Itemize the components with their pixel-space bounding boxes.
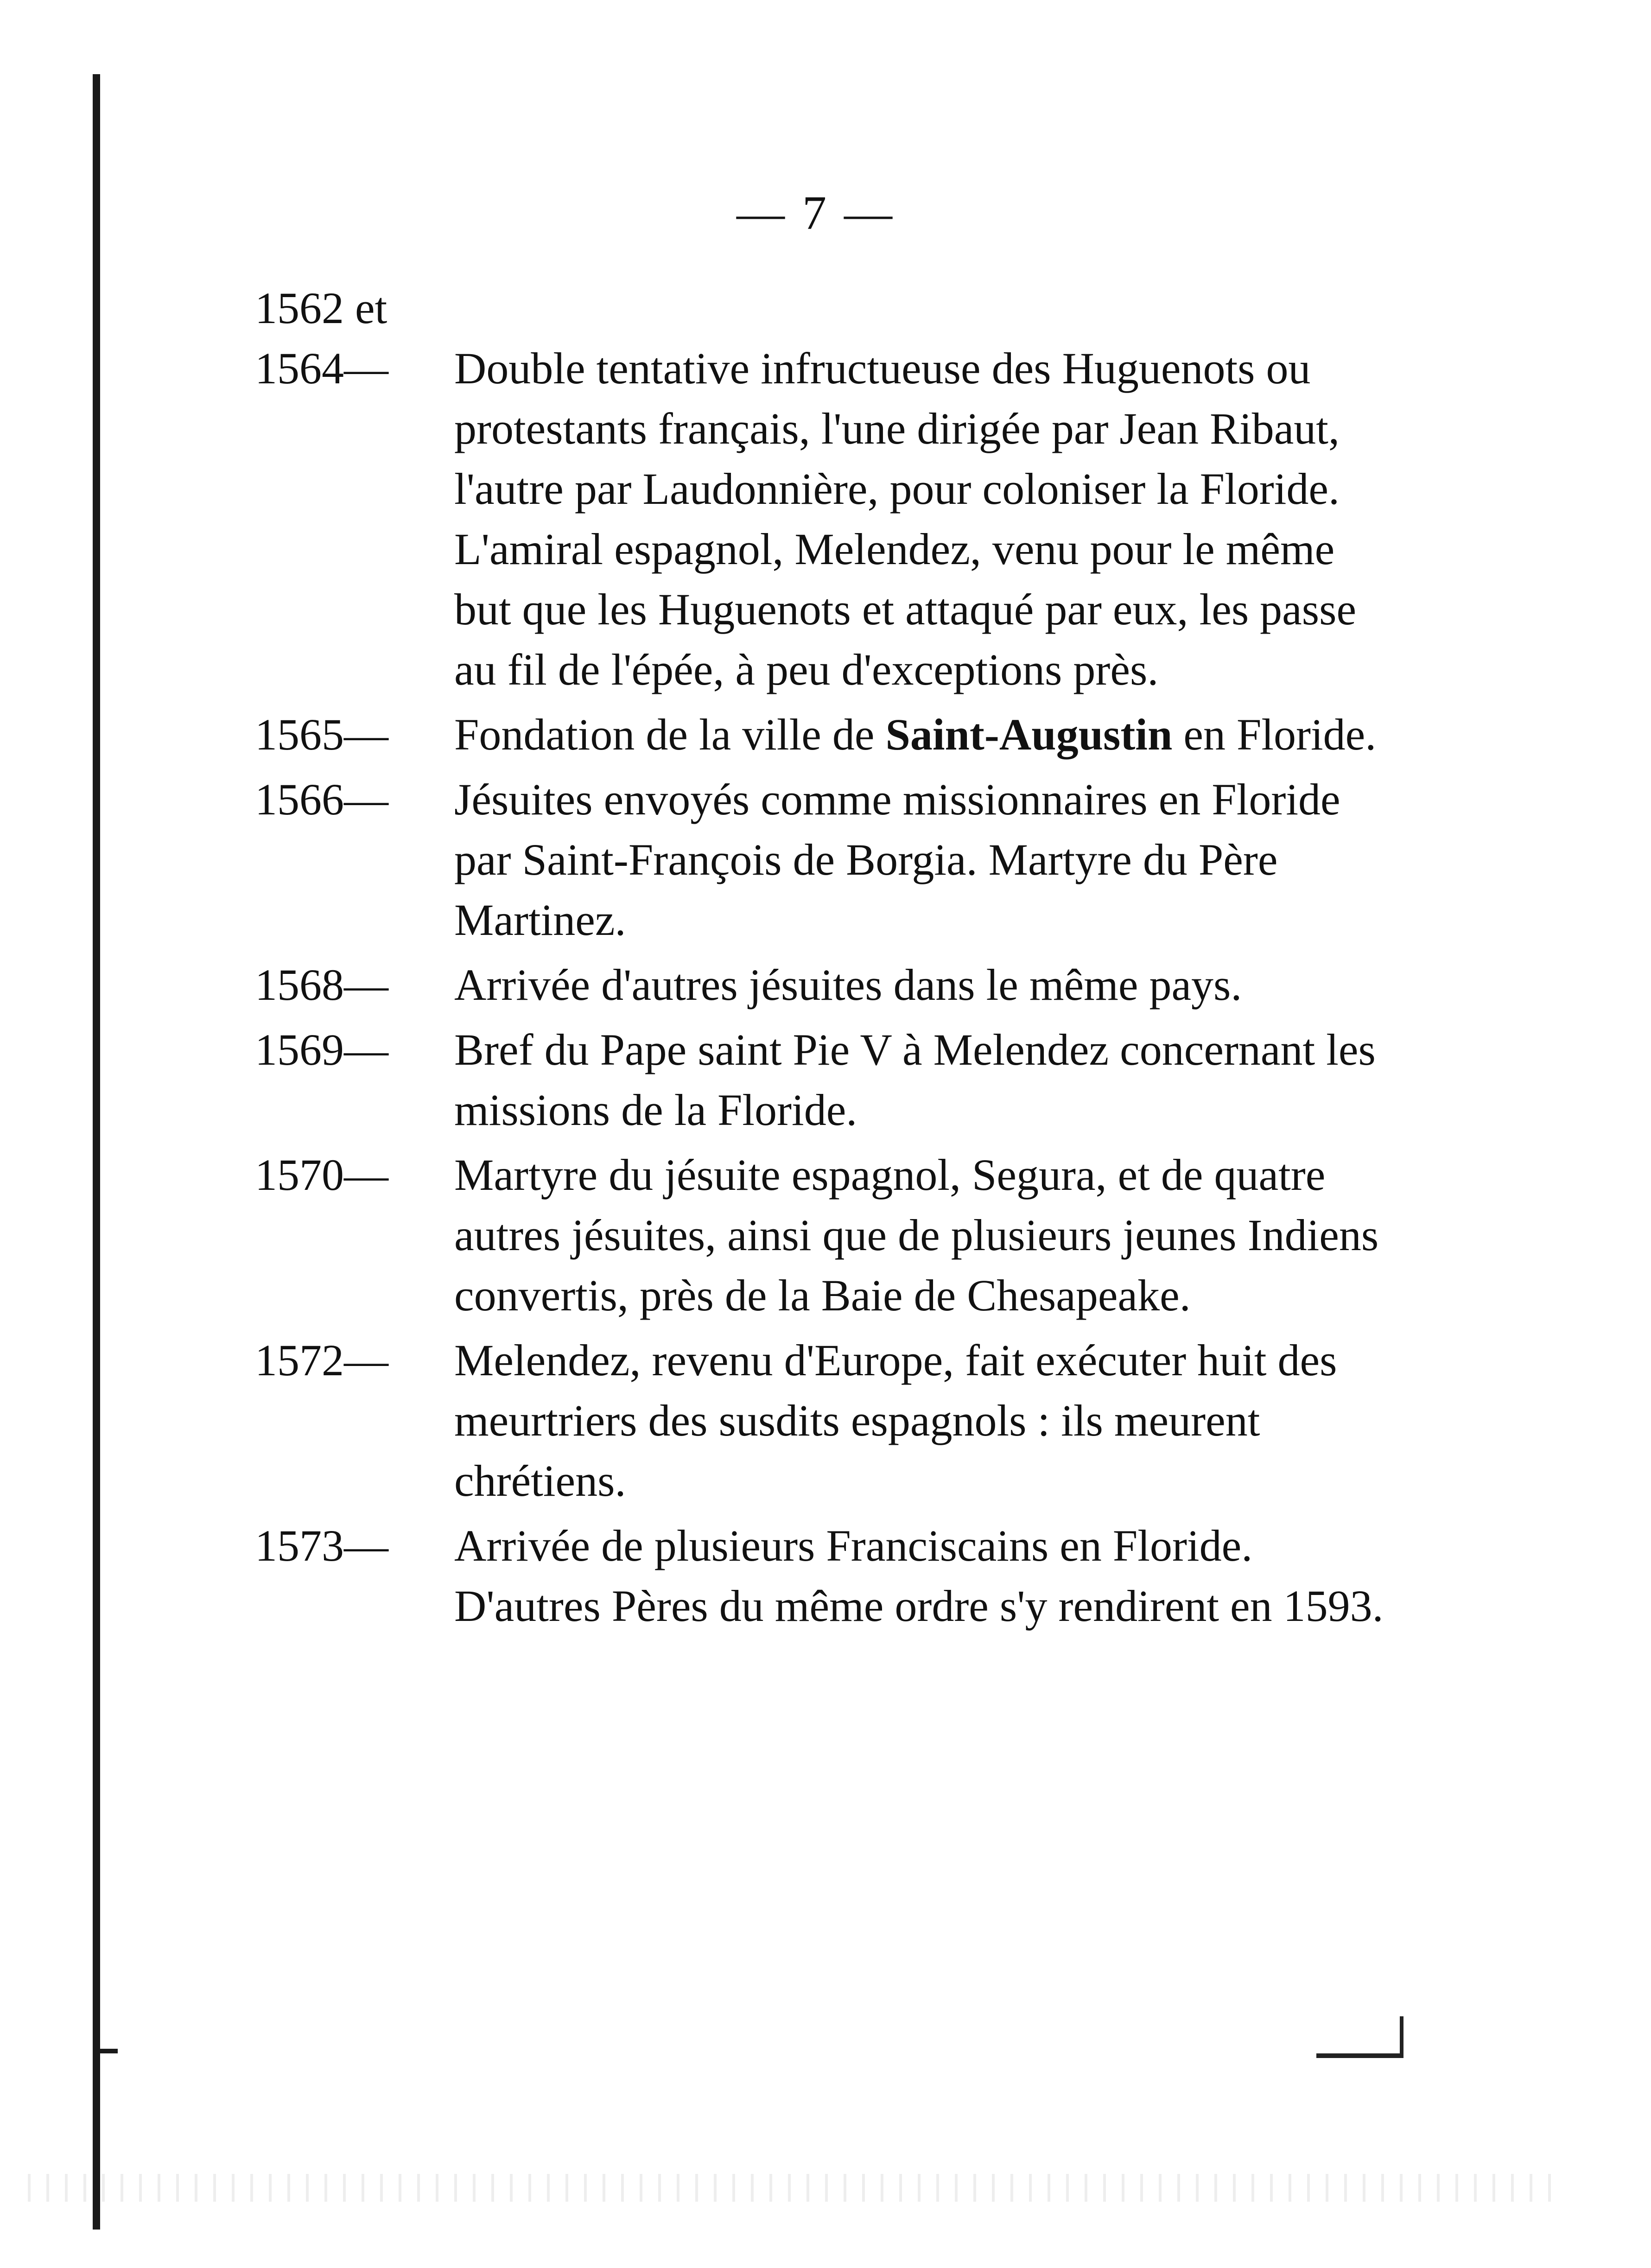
entry-text: Martyre du jésuite espagnol, Segura, et de quatre autres jésuites, ainsi que de plusieurs jeunes Indiens convertis, près de la Baie de Chesapeake.	[454, 1150, 1379, 1320]
entry-text: Arrivée de plusieurs Franciscains en Floride. D'autres Pères du même ordre s'y rendirent en 1593.	[454, 1521, 1384, 1631]
entry-year: 1569—	[255, 1025, 388, 1074]
entry-body	[255, 1516, 1386, 1636]
entry-text: Bref du Pape saint Pie V à Melendez concernant les missions de la Floride.	[454, 1025, 1376, 1135]
entry-year: 1566—	[255, 775, 388, 824]
chronology-list	[255, 278, 1386, 1641]
entry-year: 1568—	[255, 960, 388, 1010]
entry-body	[255, 1145, 1386, 1326]
entry-body	[255, 1330, 1386, 1511]
entry-year: 1573—	[255, 1521, 388, 1570]
chronology-entry-1569	[255, 1020, 1386, 1140]
binding-line	[93, 74, 100, 2230]
entry-text: Arrivée d'autres jésuites dans le même pays.	[454, 960, 1242, 1010]
chronology-entry-1562	[255, 278, 1386, 700]
entry-year: 1562 et 1564—	[255, 283, 388, 393]
entry-year: 1570—	[255, 1150, 388, 1200]
binding-notch	[99, 2049, 118, 2053]
entry-year: 1565—	[255, 710, 388, 759]
entry-year: 1572—	[255, 1335, 388, 1385]
entry-body	[255, 278, 1386, 700]
entry-text: Fondation de la ville de	[454, 710, 886, 759]
entry-body	[255, 769, 1386, 950]
scan-noise	[28, 2174, 1557, 2202]
entry-text: Melendez, revenu d'Europe, fait exécuter huit des meurtriers des susdits espagnols : ils meurent chrétiens.	[454, 1335, 1337, 1506]
entry-body	[255, 955, 1386, 1015]
chronology-entry-1568	[255, 955, 1386, 1015]
crop-mark	[1316, 2016, 1403, 2058]
entry-text: Double tentative infructueuse des Huguenots ou protestants français, l'une dirigée par Jean Ribaut, l'autre par Laudonnière, pour coloniser la Floride. L'amiral espagnol, Melendez, venu pour le même but que les Huguenots et attaqué par eux, les passe au fil de l'épée, à peu d'exceptions près.	[454, 343, 1357, 694]
entry-body	[255, 705, 1386, 765]
chronology-entry-1566	[255, 769, 1386, 950]
entry-body	[255, 1020, 1386, 1140]
entry-text: en Floride.	[1172, 710, 1377, 759]
entry-text-emphasis: Saint-Augustin	[885, 710, 1173, 759]
chronology-entry-1572	[255, 1330, 1386, 1511]
chronology-entry-1565	[255, 705, 1386, 765]
page-number: — 7 —	[737, 186, 895, 240]
entry-text: Jésuites envoyés comme missionnaires en Floride par Saint-François de Borgia. Martyre du Père Martinez.	[454, 775, 1340, 945]
chronology-entry-1570	[255, 1145, 1386, 1326]
chronology-entry-1573	[255, 1516, 1386, 1636]
